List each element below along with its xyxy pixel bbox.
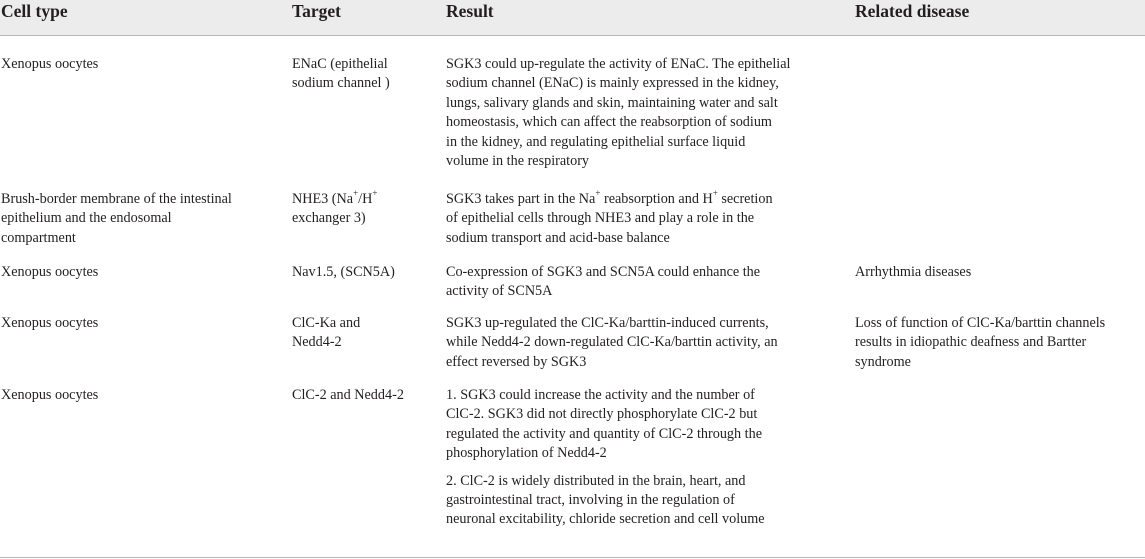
row-3-related-disease	[855, 263, 1145, 282]
text-line: volume in the respiratory	[446, 153, 590, 170]
row-4-result	[446, 314, 841, 372]
header-rule	[0, 35, 1145, 36]
row-3-result	[446, 263, 841, 302]
header-result: Result	[446, 1, 494, 21]
bottom-rule	[0, 557, 1145, 558]
text-line: sodium transport and acid-base balance	[446, 229, 670, 246]
row-5-target	[292, 386, 437, 405]
row-5-cell-type	[1, 386, 276, 405]
header-cell-type: Cell type	[1, 1, 68, 21]
row-2-result	[446, 190, 841, 248]
text-line: sodium channel )	[292, 75, 390, 92]
text-line: Co-expression of SGK3 and SCN5A could enhance the	[446, 264, 761, 280]
text-line: Nav1.5, (SCN5A)	[292, 264, 395, 280]
text-line: compartment	[1, 229, 76, 246]
text-line: ClC-Ka and	[292, 315, 361, 331]
text-line: Arrhythmia diseases	[855, 264, 972, 280]
text-line: Nedd4-2	[292, 334, 342, 351]
text-line: homeostasis, which can affect the reabsorption of sodium	[446, 114, 772, 131]
text-line: SGK3 could up-regulate the activity of ENaC. The epithelial	[446, 56, 791, 72]
text-line: Xenopus oocytes	[1, 387, 99, 403]
text-line: Brush-border membrane of the intestinal	[1, 191, 232, 207]
text-run: /H	[358, 191, 373, 207]
superscript-plus: +	[372, 188, 378, 199]
table-header-band	[0, 0, 1145, 35]
text-line	[292, 190, 437, 209]
text-run: NHE3 (Na	[292, 191, 354, 207]
row-4-related-disease	[855, 314, 1145, 372]
text-line: activity of SCN5A	[446, 283, 553, 300]
text-line	[446, 190, 841, 209]
superscript-plus: +	[595, 188, 601, 199]
text-line: 2. ClC-2 is widely distributed in the brain, heart, and	[446, 472, 746, 489]
header-related-disease: Related disease	[855, 1, 970, 21]
row-1-result	[446, 55, 841, 171]
row-1-cell-type	[1, 55, 276, 74]
text-line: while Nedd4-2 down-regulated ClC-Ka/barttin activity, an	[446, 334, 778, 351]
row-5-result	[446, 386, 841, 530]
text-line: exchanger 3)	[292, 210, 366, 227]
text-line: results in idiopathic deafness and Bartter	[855, 334, 1087, 351]
row-3-cell-type	[1, 263, 276, 282]
text-line: regulated the activity and quantity of ClC-2 through the	[446, 425, 762, 442]
text-line: in the kidney, and regulating epithelial surface liquid	[446, 133, 746, 150]
row-4-cell-type	[1, 314, 276, 333]
text-line: of epithelial cells through NHE3 and play a role in the	[446, 210, 755, 227]
row-4-target	[292, 314, 437, 353]
header-target: Target	[292, 1, 341, 21]
text-line: sodium channel (ENaC) is mainly expressed in the kidney,	[446, 75, 779, 92]
text-line: SGK3 up-regulated the ClC-Ka/barttin-induced currents,	[446, 315, 769, 331]
text-line: phosphorylation of Nedd4-2	[446, 445, 607, 462]
text-line: neuronal excitability, chloride secretion and cell volume	[446, 511, 765, 528]
text-line: Loss of function of ClC-Ka/barttin channels	[855, 315, 1106, 331]
text-line: lungs, salivary glands and skin, maintaining water and salt	[446, 94, 778, 111]
text-line: Xenopus oocytes	[1, 315, 99, 331]
row-3-target	[292, 263, 437, 282]
text-run: SGK3 takes part in the Na	[446, 191, 596, 207]
text-line: ENaC (epithelial	[292, 56, 388, 72]
row-2-cell-type	[1, 190, 276, 248]
text-line: Xenopus oocytes	[1, 264, 99, 280]
text-line: ClC-2 and Nedd4-2	[292, 387, 404, 403]
text-line: gastrointestinal tract, involving in the regulation of	[446, 492, 735, 509]
text-line: 1. SGK3 could increase the activity and the number of	[446, 387, 755, 403]
row-1-target	[292, 55, 437, 94]
text-line: effect reversed by SGK3	[446, 353, 587, 370]
text-run: secretion	[717, 191, 773, 207]
result-paragraph-2	[446, 472, 841, 530]
text-line: Xenopus oocytes	[1, 56, 99, 72]
text-line: epithelium and the endosomal	[1, 210, 172, 227]
superscript-plus: +	[353, 188, 359, 199]
superscript-plus: +	[712, 188, 718, 199]
text-line: ClC-2. SGK3 did not directly phosphorylate ClC-2 but	[446, 406, 758, 423]
row-2-target	[292, 190, 437, 229]
text-line: syndrome	[855, 353, 911, 370]
text-run: reabsorption and H	[600, 191, 713, 207]
